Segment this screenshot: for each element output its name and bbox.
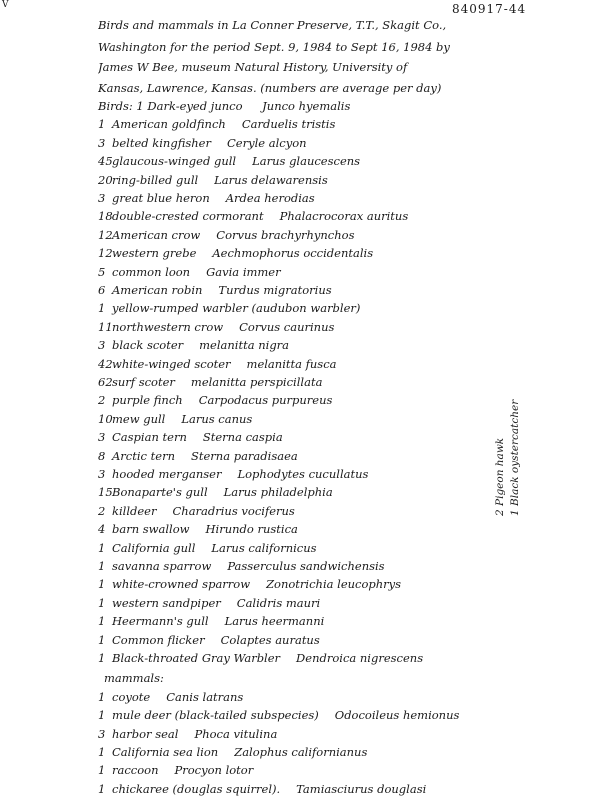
bird-count: 11 (98, 319, 113, 334)
birds-label: Birds: (98, 99, 133, 113)
bird-common-name: common loon (112, 264, 191, 279)
bird-count: 45 (98, 154, 113, 169)
bird-count: 12 (98, 227, 113, 242)
mammal-entry (98, 708, 578, 728)
bird-common-name: Heermann's gull (112, 614, 209, 629)
bird-common-name: American crow (112, 227, 201, 242)
mammal-scientific-name: Tamiasciurus douglasi (296, 781, 427, 796)
bird-count: 3 (98, 467, 106, 481)
bird-count: 1 (98, 117, 106, 132)
bird-common-name: Caspian tern (112, 430, 187, 445)
bird-entry (98, 320, 578, 340)
bird-count: 12 (98, 246, 113, 261)
bird-entry (98, 559, 578, 579)
bird-scientific-name: Larus glaucescens (252, 154, 361, 169)
bird-scientific-name: Corvus caurinus (239, 319, 335, 334)
header-line: Kansas, Lawrence, Kansas. (numbers are average per day) (98, 81, 442, 95)
bird-common-name: American robin (112, 283, 203, 297)
bird-common-name: Bonaparte's gull (112, 485, 208, 500)
bird-common-name: great blue heron (112, 191, 210, 205)
bird-scientific-name: Larus californicus (211, 540, 317, 555)
bird-count: 1 (98, 614, 106, 629)
bird-common-name: belted kingfisher (112, 135, 211, 150)
bird-scientific-name: melanitta perspicillata (190, 375, 323, 389)
bird-scientific-name: Calidris mauri (236, 595, 321, 610)
mammal-count: 1 (98, 781, 106, 796)
bird-count: 3 (98, 338, 106, 353)
bird-common-name: mew gull (112, 411, 166, 426)
mammal-count: 1 (98, 763, 106, 778)
corner-mark: V (2, 0, 9, 10)
bird-scientific-name: melanitta fusca (246, 356, 337, 371)
mammals-label: mammals: (104, 671, 164, 686)
bird-scientific-name: Larus heermanni (224, 614, 325, 629)
bird-common-name: purple finch (112, 393, 183, 408)
bird-common-name: black scoter (112, 338, 184, 353)
mammal-scientific-name: Zalophus californianus (234, 745, 368, 759)
bird-scientific-name: Carduelis tristis (241, 117, 336, 132)
bird-scientific-name: Ardea herodias (225, 191, 315, 205)
bird-scientific-name: Charadrius vociferus (172, 503, 295, 518)
bird-count: 5 (98, 264, 106, 279)
mammal-entry (98, 763, 578, 783)
bird-common-name: killdeer (112, 503, 157, 518)
bird-scientific-name: Dendroica nigrescens (296, 651, 424, 665)
header-line: James W Bee, museum Natural History, University of (98, 60, 408, 74)
bird-entry (98, 338, 578, 358)
side-note-line: 1 Black oystercatcher (509, 399, 521, 516)
mammal-entry (98, 745, 578, 765)
bird-count: 10 (98, 411, 113, 426)
bird-entry (98, 633, 578, 653)
bird-count: 1 (98, 540, 106, 555)
bird-entry (98, 577, 578, 597)
bird-common-name: surf scoter (112, 375, 175, 389)
bird-common-name: Black-throated Gray Warbler (112, 651, 281, 665)
mammal-scientific-name: Procyon lotor (174, 763, 254, 778)
bird-common-name: hooded merganser (112, 467, 222, 481)
bird-common-name: Dark-eyed junco (147, 99, 243, 113)
bird-entry (98, 301, 578, 321)
bird-common-name: savanna sparrow (112, 559, 212, 573)
bird-count: 3 (98, 135, 106, 150)
bird-scientific-name: Corvus brachyrhynchos (216, 227, 355, 242)
bird-entry (98, 191, 578, 211)
bird-scientific-name: Hirundo rustica (205, 522, 298, 537)
bird-count: 1 (136, 99, 144, 113)
bird-count: 1 (98, 577, 106, 592)
bird-common-name: American goldfinch (112, 117, 226, 132)
bird-entry (98, 651, 578, 671)
bird-scientific-name: Larus philadelphia (223, 485, 333, 500)
bird-scientific-name: Lophodytes cucullatus (237, 467, 369, 481)
bird-count: 20 (98, 172, 113, 187)
bird-entry (98, 154, 578, 174)
header-line: Birds and mammals in La Conner Preserve, T.T., Skagit Co., (98, 18, 447, 32)
bird-scientific-name: Ceryle alcyon (227, 135, 307, 150)
mammal-entry (98, 727, 578, 747)
mammal-common-name: mule deer (black-tailed subspecies) (112, 708, 319, 723)
bird-common-name: northwestern crow (112, 319, 224, 334)
bird-common-name: western sandpiper (112, 595, 221, 610)
bird-scientific-name: Sterna paradisaea (190, 448, 298, 463)
bird-scientific-name: Zonotrichia leucophrys (266, 577, 402, 592)
bird-count: 1 (98, 559, 106, 573)
bird-entry (98, 614, 578, 634)
bird-common-name: yellow-rumped warbler (audubon warbler) (112, 301, 361, 316)
bird-entry (98, 173, 578, 193)
bird-common-name: California gull (112, 540, 196, 555)
bird-count: 6 (98, 283, 106, 297)
mammal-count: 1 (98, 689, 106, 704)
mammal-count: 1 (98, 708, 106, 723)
bird-common-name: Common flicker (112, 632, 205, 647)
bird-entry (98, 357, 578, 377)
mammal-entry (98, 782, 578, 802)
bird-scientific-name: Junco hyemalis (262, 99, 351, 113)
mammal-scientific-name: Odocoileus hemionus (334, 708, 460, 723)
bird-scientific-name: Larus canus (181, 411, 253, 426)
bird-common-name: ring-billed gull (112, 172, 199, 187)
bird-count: 42 (98, 356, 113, 371)
bird-scientific-name: Carpodacus purpureus (198, 393, 333, 408)
mammal-entry (98, 690, 578, 710)
bird-scientific-name: Phalacrocorax auritus (279, 209, 409, 224)
bird-entry (98, 228, 578, 248)
header-line: Washington for the period Sept. 9, 1984 to Sept 16, 1984 by (98, 40, 450, 54)
bird-common-name: glaucous-winged gull (112, 154, 237, 169)
mammal-common-name: raccoon (112, 763, 159, 778)
mammal-count: 1 (98, 745, 106, 759)
bird-common-name: double-crested cormorant (112, 209, 264, 224)
bird-count: 3 (98, 191, 106, 205)
bird-scientific-name: Turdus migratorius (218, 283, 332, 297)
bird-count: 15 (98, 485, 113, 500)
side-note (493, 386, 525, 516)
bird-entry (98, 265, 578, 285)
bird-entry (98, 522, 578, 542)
bird-common-name: western grebe (112, 246, 197, 261)
mammal-common-name: chickaree (douglas squirrel). (112, 781, 281, 796)
document-id: 840917-44 (452, 2, 527, 16)
bird-count: 1 (98, 595, 106, 610)
bird-entry (98, 283, 578, 303)
bird-entry (98, 246, 578, 266)
bird-entry (98, 99, 578, 119)
bird-count: 62 (98, 375, 113, 389)
bird-common-name: white-winged scoter (112, 356, 231, 371)
bird-common-name: white-crowned sparrow (112, 577, 251, 592)
bird-count: 4 (98, 522, 106, 537)
bird-scientific-name: Gavia immer (206, 264, 281, 279)
bird-count: 3 (98, 430, 106, 445)
bird-entry (98, 117, 578, 137)
bird-entry (98, 209, 578, 229)
mammal-count: 3 (98, 726, 106, 741)
side-note-line: 2 Pigeon hawk (494, 437, 506, 516)
bird-entry (98, 596, 578, 616)
mammal-common-name: harbor seal (112, 726, 179, 741)
bird-entry (98, 541, 578, 561)
bird-scientific-name: Larus delawarensis (214, 172, 328, 187)
mammal-common-name: coyote (112, 689, 151, 704)
bird-count: 2 (98, 503, 106, 518)
bird-scientific-name: melanitta nigra (199, 338, 290, 353)
mammal-scientific-name: Canis latrans (166, 689, 244, 704)
bird-scientific-name: Aechmophorus occidentalis (212, 246, 374, 261)
bird-common-name: barn swallow (112, 522, 190, 537)
bird-count: 8 (98, 448, 106, 463)
bird-scientific-name: Colaptes auratus (220, 632, 320, 647)
bird-count: 18 (98, 209, 113, 224)
bird-entry (98, 136, 578, 156)
bird-count: 1 (98, 651, 106, 665)
bird-scientific-name: Passerculus sandwichensis (227, 559, 385, 573)
bird-count: 1 (98, 632, 106, 647)
bird-scientific-name: Sterna caspia (202, 430, 283, 445)
bird-count: 2 (98, 393, 106, 408)
bird-common-name: Arctic tern (112, 448, 175, 463)
mammal-scientific-name: Phoca vitulina (194, 726, 278, 741)
mammal-common-name: California sea lion (112, 745, 219, 759)
bird-count: 1 (98, 301, 106, 316)
